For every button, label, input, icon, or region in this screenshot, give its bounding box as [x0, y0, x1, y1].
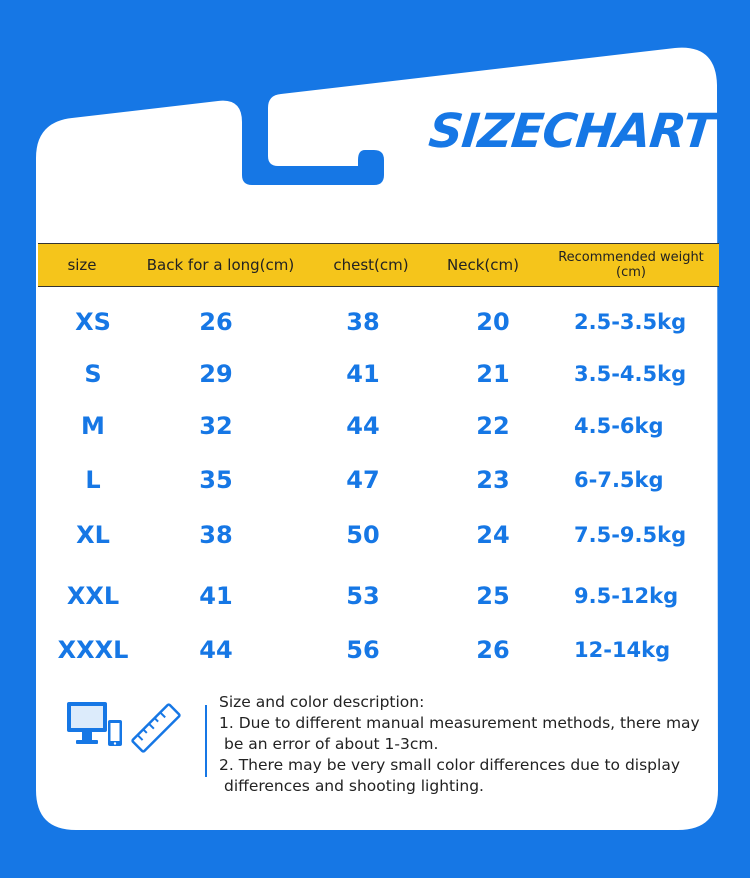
note-2: 2. There may be very small color differences due to display: [219, 756, 680, 774]
cell-neck: 23: [476, 466, 510, 494]
cell-neck: 22: [476, 412, 510, 440]
notes-heading: Size and color description:: [219, 693, 425, 711]
cell-weight: 6-7.5kg: [574, 468, 664, 492]
header-weight-line2: (cm): [616, 265, 646, 280]
monitor-icon: [67, 702, 107, 744]
notes-divider: [205, 705, 207, 777]
notes-section: [219, 692, 724, 797]
table-header: [38, 243, 719, 287]
header-neck: Neck(cm): [447, 255, 519, 274]
cell-size: M: [81, 412, 105, 440]
cell-back: 44: [199, 636, 233, 664]
phone-icon: [108, 720, 122, 746]
cell-chest: 38: [346, 308, 380, 336]
cell-weight: 3.5-4.5kg: [574, 362, 687, 386]
cell-neck: 21: [476, 360, 510, 388]
note-2-continued: differences and shooting lighting.: [224, 777, 484, 795]
cell-neck: 25: [476, 582, 510, 610]
cell-chest: 53: [346, 582, 380, 610]
cell-chest: 50: [346, 521, 380, 549]
cell-chest: 47: [346, 466, 380, 494]
cell-weight: 2.5-3.5kg: [574, 310, 687, 334]
header-back-length: Back for a long(cm): [146, 255, 295, 274]
cell-neck: 24: [476, 521, 510, 549]
ruler-icon: [132, 704, 180, 752]
cell-size: L: [85, 466, 101, 494]
cell-size: XXXL: [57, 636, 129, 664]
cell-back: 35: [199, 466, 233, 494]
cell-weight: 7.5-9.5kg: [574, 523, 687, 547]
note-1-continued: be an error of about 1-3cm.: [224, 735, 439, 753]
cell-size: XS: [75, 308, 111, 336]
cell-weight: 12-14kg: [574, 638, 671, 662]
header-weight: [546, 244, 716, 286]
cell-size: S: [84, 360, 102, 388]
cell-size: XXL: [66, 582, 120, 610]
header-weight-line1: Recommended weight: [558, 250, 704, 265]
header-size: size: [67, 255, 97, 274]
cell-weight: 4.5-6kg: [574, 414, 664, 438]
page-title: SIZECHART: [426, 104, 717, 159]
header-chest: chest(cm): [333, 255, 409, 274]
cell-back: 29: [199, 360, 233, 388]
cell-chest: 44: [346, 412, 380, 440]
cell-neck: 26: [476, 636, 510, 664]
cell-weight: 9.5-12kg: [574, 584, 679, 608]
cell-back: 26: [199, 308, 233, 336]
cell-neck: 20: [476, 308, 510, 336]
cell-chest: 56: [346, 636, 380, 664]
cell-back: 41: [199, 582, 233, 610]
cell-chest: 41: [346, 360, 380, 388]
note-1: 1. Due to different manual measurement methods, there may: [219, 714, 700, 732]
icon-group: [66, 700, 186, 764]
cell-back: 32: [199, 412, 233, 440]
cell-size: XL: [76, 521, 110, 549]
cell-back: 38: [199, 521, 233, 549]
